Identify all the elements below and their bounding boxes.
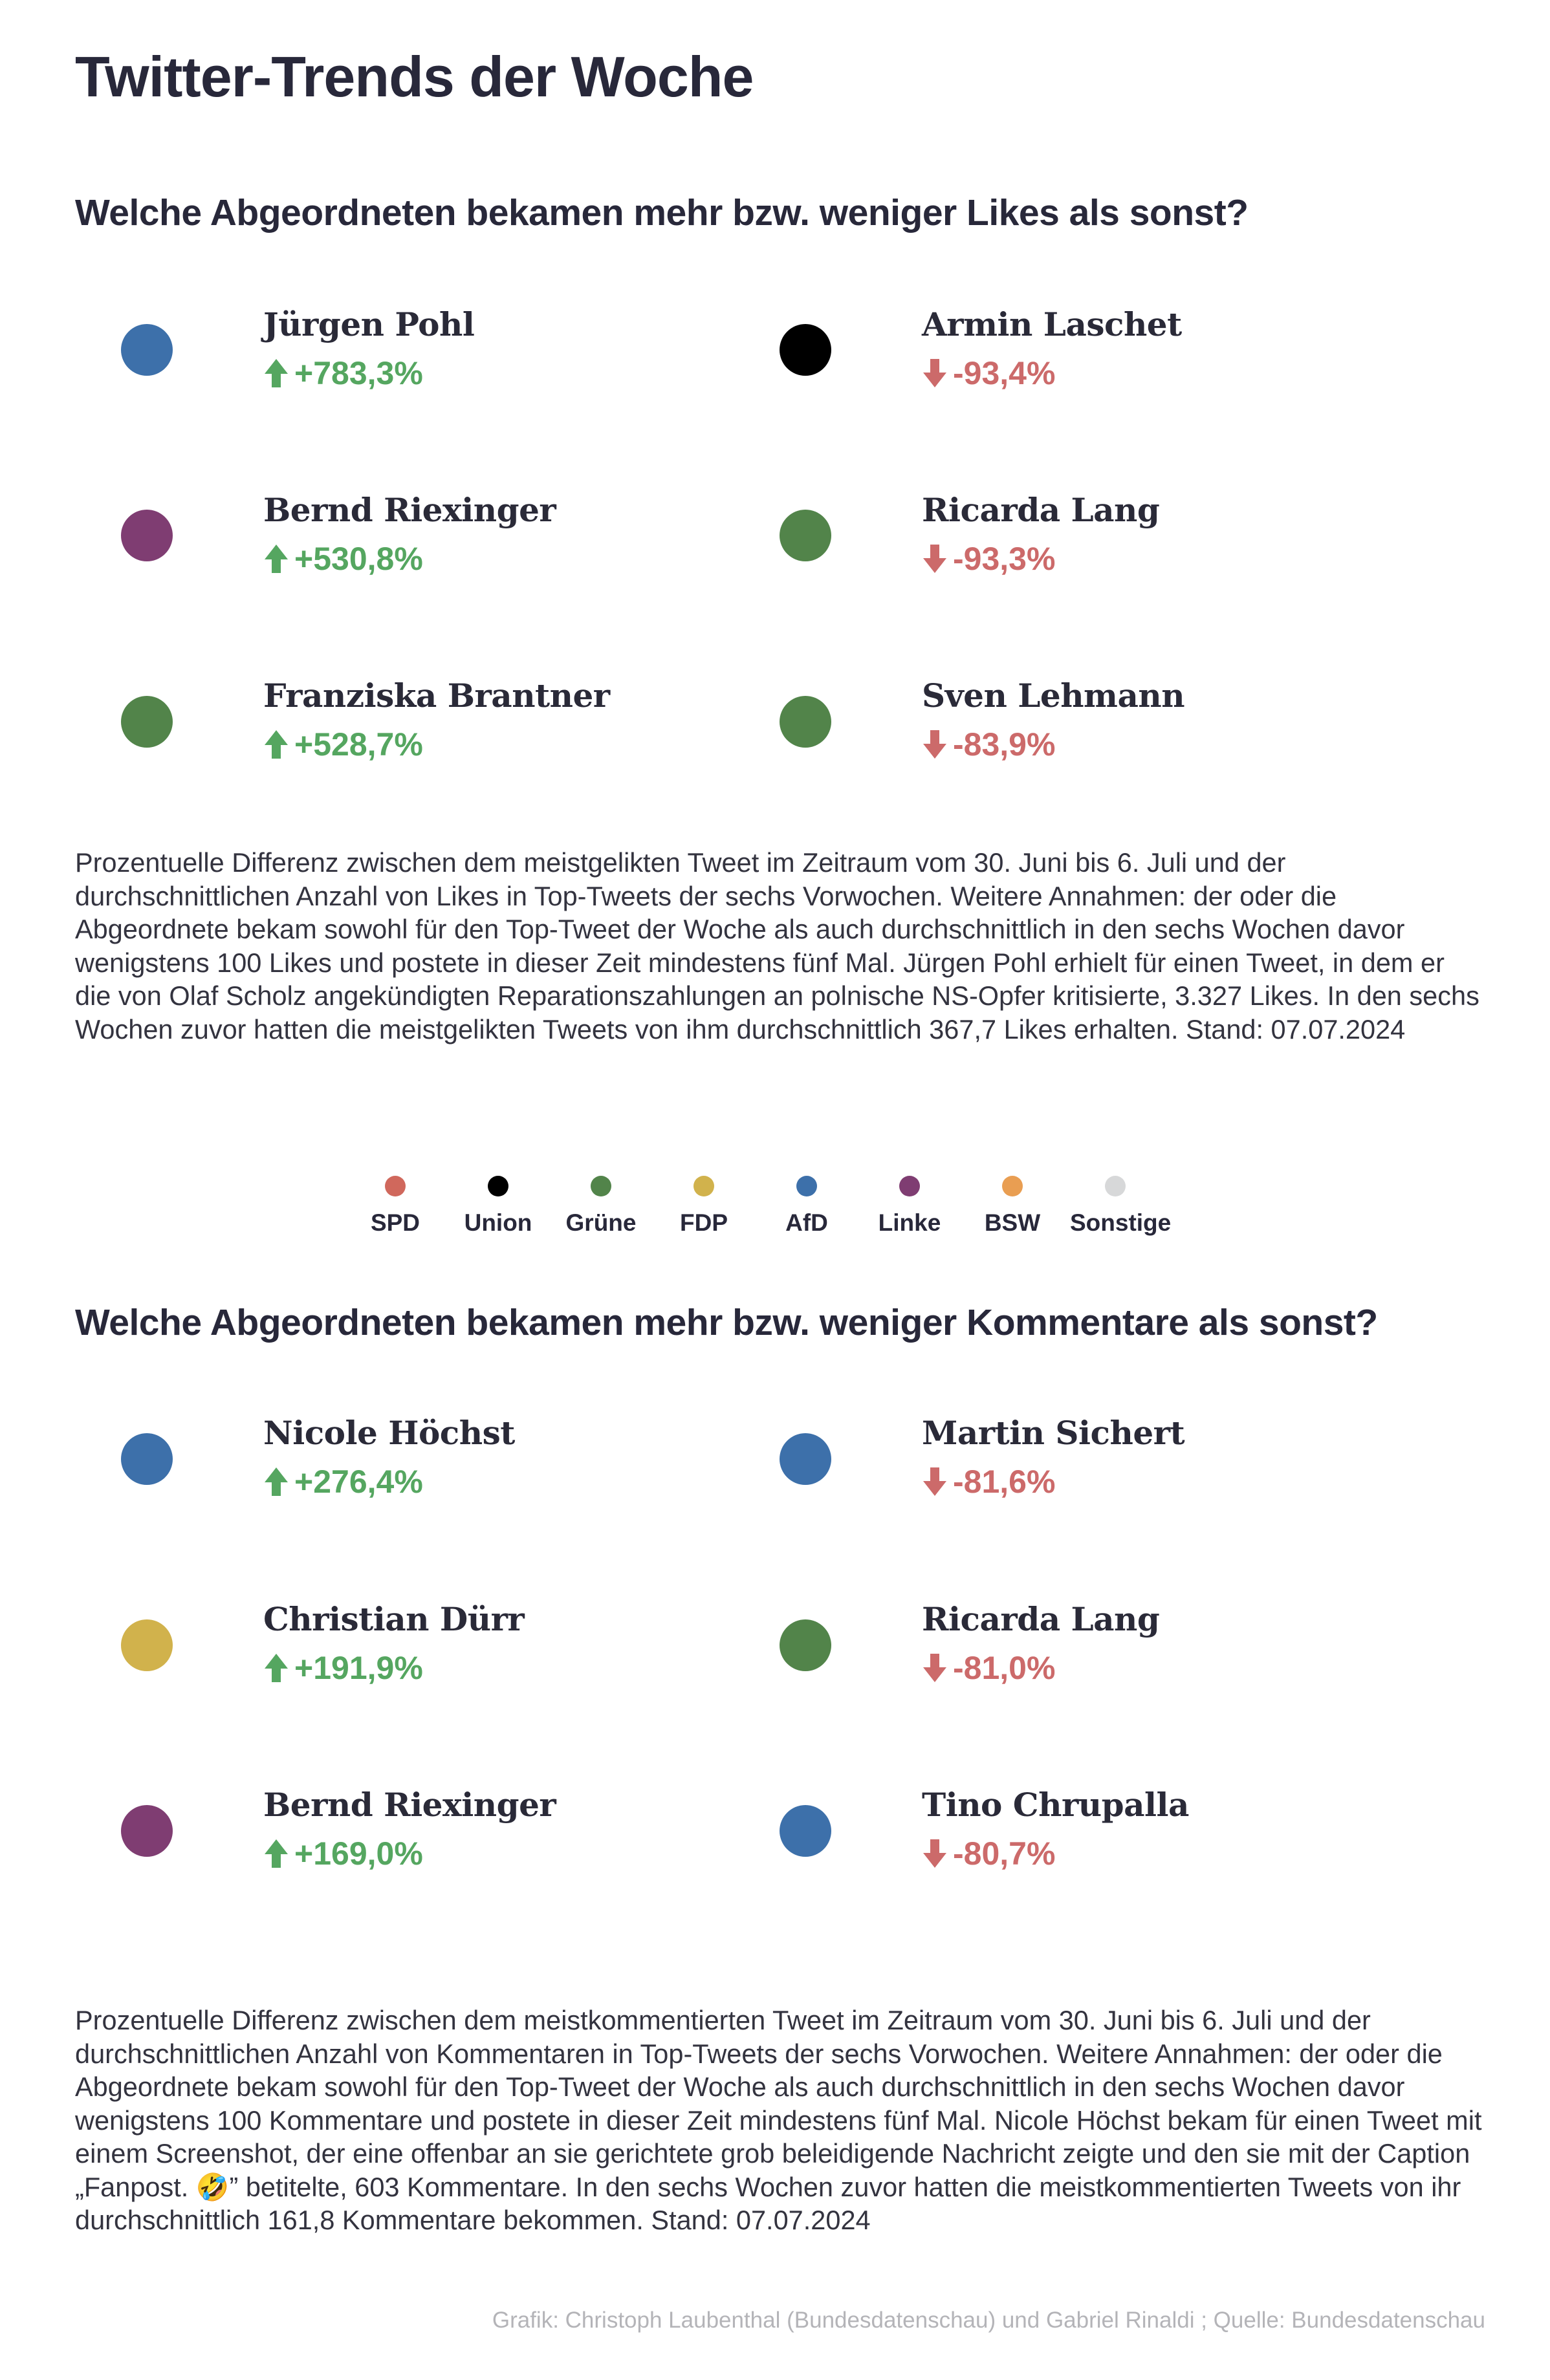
legend-dot	[796, 1176, 817, 1196]
person-name: Sven Lehmann	[922, 676, 1185, 715]
credits-footer: Grafik: Christoph Laubenthal (Bundesdatenschau) und Gabriel Rinaldi ; Quelle: Bundesdatenschau	[492, 2308, 1485, 2333]
legend-dot	[1002, 1176, 1023, 1196]
comments-methodology-note: Prozentuelle Differenz zwischen dem meistkommentierten Tweet im Zeitraum vom 30. Juni bis 6. Juli und der durchschnittlichen Anzahl von Kommentaren in Top-Tweets der sechs Vorwochen. Weitere Annahmen: der oder die Abgeordnete bekam sowohl für den Top-Tweet der Woche als auch durchschnittlich in den sechs Wochen davor wenigstens 100 Kommentare und postete in dieser Zeit mindestens fünf Mal. Nicole Höchst bekam für einen Tweet mit einem Screenshot, der eine offenbar an sie gerichtete grob beleidigende Nachricht zeigte und den sie mit der Caption „Fanpost. 🤣” betitelte, 603 Kommentare. In den sechs Wochen zuvor hatten die meistkommentierten Tweets von ihr durchschnittlich 161,8 Kommentare bekommen. Stand: 07.07.2024	[75, 2005, 1482, 2235]
change-value: -80,7%	[922, 1835, 1055, 1872]
arrow-down-icon	[922, 1466, 948, 1498]
party-dot-fdp	[121, 1619, 173, 1671]
likes-methodology-note: Prozentuelle Differenz zwischen dem meistgelikten Tweet im Zeitraum vom 30. Juni bis 6. Juli und der durchschnittlichen Anzahl von Likes in Top-Tweets der sechs Vorwochen. Weitere Annahmen: der oder die Abgeordnete bekam sowohl für den Top-Tweet der Woche als auch durchschnittlich in den sechs Wochen davor wenigstens 100 Likes und postete in dieser Zeit mindestens fünf Mal. Jürgen Pohl erhielt für einen Tweet, in dem er die von Olaf Scholz angekündigten Reparationszahlungen an polnische NS-Opfer kritisierte, 3.327 Likes. In den sechs Wochen zuvor hatten die meistgelikten Tweets von ihm durchschnittlich 367,7 Likes erhalten. Stand: 07.07.2024	[75, 847, 1479, 1044]
party-dot-gruene	[780, 696, 831, 748]
party-dot-afd	[121, 1433, 173, 1485]
legend-item-afd: AfD	[761, 1176, 852, 1237]
party-dot-afd	[780, 1805, 831, 1857]
person-name: Armin Laschet	[922, 305, 1182, 343]
person-name: Tino Chrupalla	[922, 1786, 1189, 1824]
arrow-up-icon	[263, 543, 289, 575]
legend-item-spd: SPD	[350, 1176, 441, 1237]
change-value: +530,8%	[263, 540, 423, 578]
party-dot-gruene	[121, 696, 173, 748]
party-dot-afd	[780, 1433, 831, 1485]
legend-item-sonstige: Sonstige	[1070, 1176, 1161, 1237]
legend-item-union: Union	[453, 1176, 543, 1237]
arrow-up-icon	[263, 1837, 289, 1870]
legend-dot	[693, 1176, 714, 1196]
person-name: Bernd Riexinger	[263, 1786, 556, 1824]
legend-item-fdp: FDP	[659, 1176, 749, 1237]
arrow-up-icon	[263, 1652, 289, 1684]
likes-heading: Welche Abgeordneten bekamen mehr bzw. weniger Likes als sonst?	[75, 192, 1249, 233]
change-value: -81,6%	[922, 1463, 1055, 1500]
legend-dot	[488, 1176, 508, 1196]
change-value: -81,0%	[922, 1649, 1055, 1687]
arrow-up-icon	[263, 728, 289, 761]
legend-item-bsw: BSW	[967, 1176, 1058, 1237]
arrow-up-icon	[263, 1466, 289, 1498]
page-title: Twitter-Trends der Woche	[75, 45, 754, 109]
party-dot-linke	[121, 510, 173, 561]
party-dot-gruene	[780, 1619, 831, 1671]
arrow-down-icon	[922, 1652, 948, 1684]
party-dot-afd	[121, 324, 173, 376]
person-name: Jürgen Pohl	[263, 305, 475, 343]
person-name: Christian Dürr	[263, 1600, 525, 1638]
legend-dot	[591, 1176, 611, 1196]
change-value: +276,4%	[263, 1463, 423, 1500]
arrow-up-icon	[263, 357, 289, 389]
change-value: -83,9%	[922, 726, 1055, 763]
comments-heading: Welche Abgeordneten bekamen mehr bzw. weniger Kommentare als sonst?	[75, 1302, 1378, 1343]
party-dot-linke	[121, 1805, 173, 1857]
change-value: -93,3%	[922, 540, 1055, 578]
change-value: +169,0%	[263, 1835, 423, 1872]
change-value: +528,7%	[263, 726, 423, 763]
person-name: Ricarda Lang	[922, 1600, 1160, 1638]
person-name: Nicole Höchst	[263, 1414, 515, 1452]
change-value: +783,3%	[263, 354, 423, 392]
person-name: Franziska Brantner	[263, 676, 610, 715]
party-dot-gruene	[780, 510, 831, 561]
arrow-down-icon	[922, 357, 948, 389]
legend-dot	[899, 1176, 920, 1196]
person-name: Ricarda Lang	[922, 491, 1160, 529]
legend-dot	[1105, 1176, 1126, 1196]
change-value: -93,4%	[922, 354, 1055, 392]
legend-item-gruene: Grüne	[556, 1176, 646, 1237]
party-legend	[350, 1176, 1172, 1237]
arrow-down-icon	[922, 543, 948, 575]
legend-dot	[385, 1176, 406, 1196]
legend-item-linke: Linke	[864, 1176, 955, 1237]
arrow-down-icon	[922, 728, 948, 761]
arrow-down-icon	[922, 1837, 948, 1870]
party-dot-union	[780, 324, 831, 376]
change-value: +191,9%	[263, 1649, 423, 1687]
person-name: Bernd Riexinger	[263, 491, 556, 529]
person-name: Martin Sichert	[922, 1414, 1185, 1452]
